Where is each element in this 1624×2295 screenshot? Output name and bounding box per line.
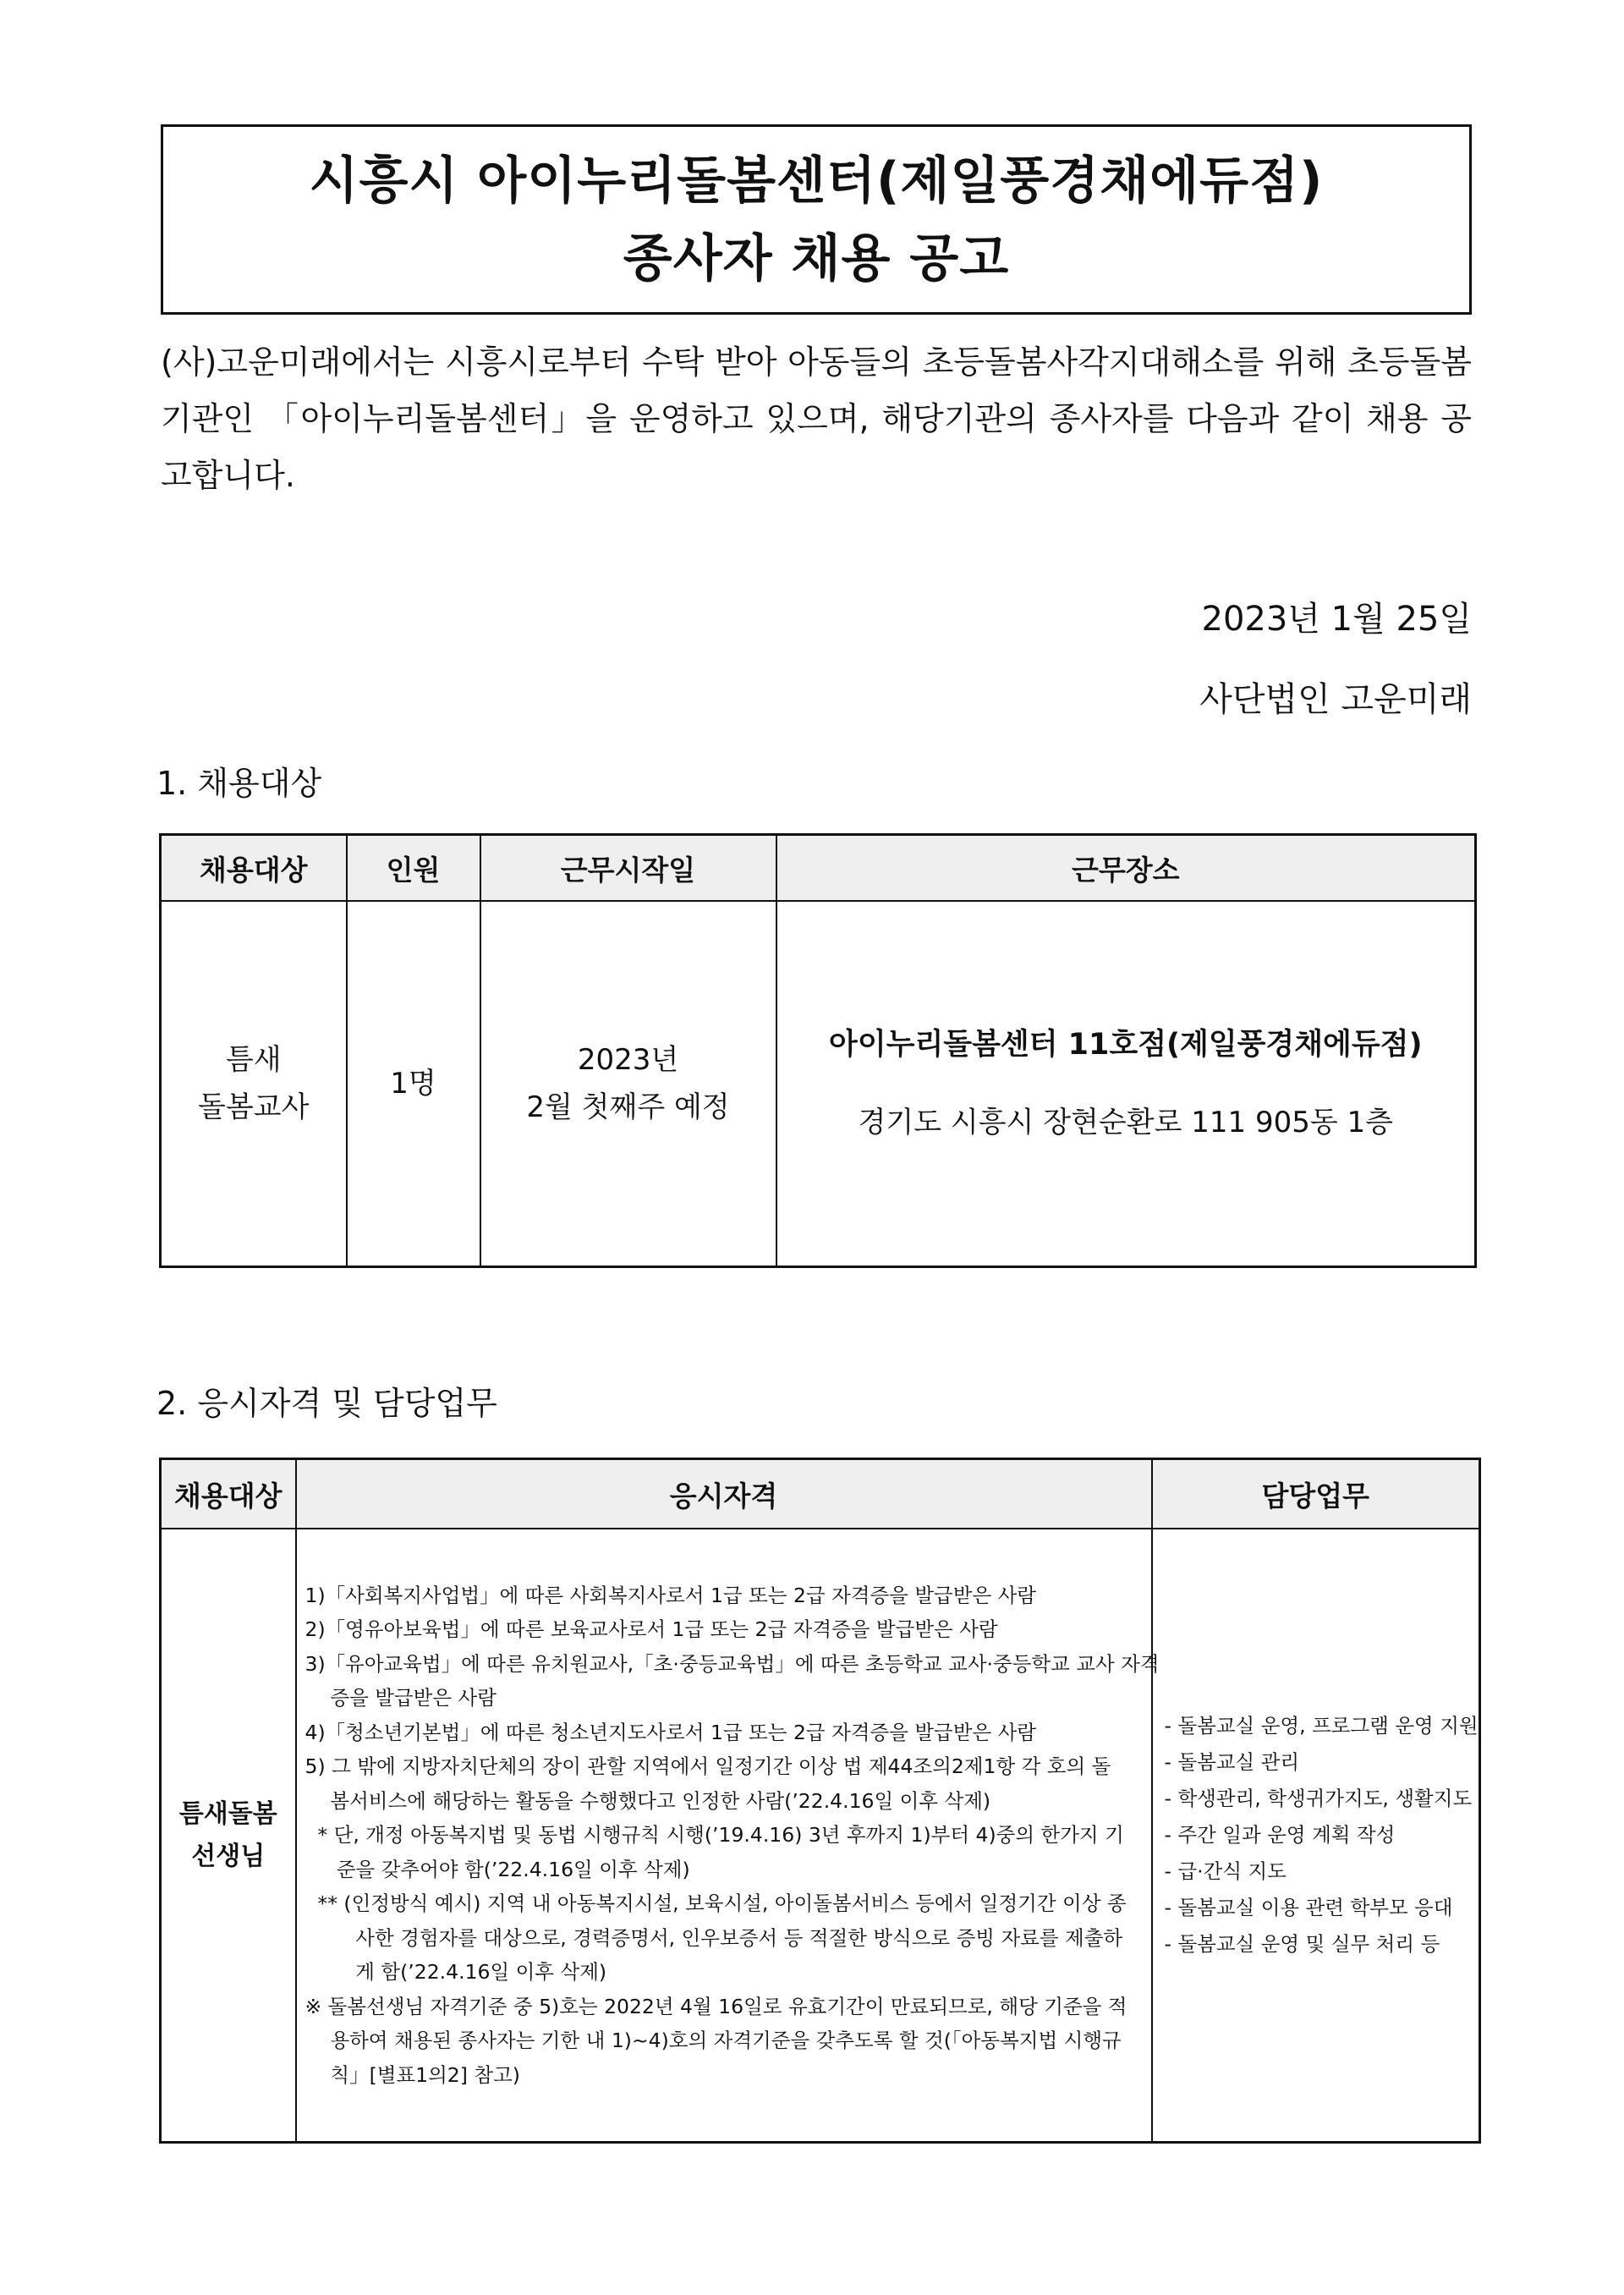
list-item: 사한 경험자를 대상으로, 경력증명서, 인우보증서 등 적절한 방식으로 증빙 자료를 제출하 (304, 1925, 1123, 1950)
header-target: 채용대상 (161, 835, 347, 902)
cell-duties (1152, 1529, 1480, 2143)
list-item: - 돌봄교실 이용 관련 학부모 응대 (1164, 1896, 1453, 1919)
cell-target: 틈새 돌봄교사 (161, 901, 347, 1267)
list-item: - 학생관리, 학생귀가지도, 생활지도 (1164, 1787, 1473, 1810)
list-item: - 돌봄교실 관리 (1164, 1750, 1300, 1774)
header-duties: 담당업무 (1152, 1459, 1480, 1529)
date-block (1199, 579, 1472, 740)
workplace-name: 아이누리돌봄센터 11호점(제일풍경채에듀점) (829, 1028, 1423, 1062)
table-row (161, 901, 1476, 1267)
list-item: 준을 갖추어야 함(’22.4.16일 이후 삭제) (304, 1857, 690, 1881)
header-count: 인원 (347, 835, 480, 902)
list-item: 봄서비스에 해당하는 활동을 수행했다고 인정한 사람(’22.4.16일 이후 삭제) (304, 1788, 991, 1813)
page-title: 시흥시 아이누리돌봄센터(제일풍경채에듀점) (309, 151, 1324, 211)
list-item: ** (인정방식 예시) 지역 내 아동복지시설, 보육시설, 아이돌봄서비스 등에서 일정기간 이상 종 (304, 1891, 1127, 1916)
cell-target: 틈새돌봄 선생님 (161, 1529, 296, 2143)
title-box (161, 124, 1472, 315)
duty-list (1153, 1708, 1479, 1963)
page-subtitle: 종사자 채용 공고 (623, 228, 1010, 288)
list-item: * 단, 개정 아동복지법 및 동법 시행규칙 시행(’19.4.16) 3년 후까지 1)부터 4)중의 한가지 기 (304, 1823, 1124, 1848)
recruitment-target-table (159, 833, 1477, 1268)
header-workplace: 근무장소 (776, 835, 1476, 902)
table-header-row (161, 1459, 1480, 1529)
header-qualification: 응시자격 (296, 1459, 1152, 1529)
announcement-date: 2023년 1월 25일 (1201, 600, 1472, 639)
cell-workplace (776, 901, 1476, 1267)
list-item: - 돌봄교실 운영, 프로그램 운영 지원 (1164, 1714, 1479, 1738)
header-start-date: 근무시작일 (480, 835, 776, 902)
intro-paragraph: (사)고운미래에서는 시흥시로부터 수탁 받아 아동들의 초등돌봄사각지대해소를 위해 초등돌봄기관인 「아이누리돌봄센터」을 운영하고 있으며, 해당기관의 종사자를 다음과 같이 채용 공고합니다. (161, 343, 1472, 494)
cell-qualifications (296, 1529, 1160, 2143)
cell-start-date: 2023년 2월 첫째주 예정 (480, 901, 776, 1267)
qualification-table (159, 1458, 1481, 2144)
cell-count: 1명 (347, 901, 480, 1267)
list-item: - 급·간식 지도 (1164, 1859, 1287, 1883)
list-item: 5) 그 밖에 지방자치단체의 장이 관할 지역에서 일정기간 이상 법 제44조의2제1항 각 호의 돌 (304, 1754, 1111, 1779)
list-item: 게 함(’22.4.16일 이후 삭제) (304, 1960, 607, 1985)
list-item: - 주간 일과 운영 계획 작성 (1164, 1823, 1396, 1847)
section1-title: 1. 채용대상 (156, 765, 322, 802)
section2-title: 2. 응시자격 및 담당업무 (156, 1385, 497, 1422)
header-target: 채용대상 (161, 1459, 296, 1529)
list-item: 1)「사회복지사업법」에 따른 사회복지사로서 1급 또는 2급 자격증을 발급받은 사람 (304, 1583, 1037, 1607)
list-item: - 돌봄교실 운영 및 실무 처리 등 (1164, 1932, 1440, 1956)
list-item: 칙」[별표1의2] 참고) (304, 2062, 520, 2087)
qualification-list (297, 1575, 1160, 2096)
table-header-row (161, 835, 1476, 902)
list-item: 2)「영유아보육법」에 따른 보육교사로서 1급 또는 2급 자격증을 발급받은 사람 (304, 1617, 998, 1642)
list-item: ※ 돌봄선생님 자격기준 중 5)호는 2022년 4월 16일로 유효기간이 만료되므로, 해당 기준을 적 (304, 1994, 1127, 2018)
organization-name: 사단법인 고운미래 (1199, 680, 1472, 719)
list-item: 증을 발급받은 사람 (304, 1686, 497, 1710)
list-item: 용하여 채용된 종사자는 기한 내 1)~4)호의 자격기준을 갖추도록 할 것(「아동복지법 시행규 (304, 2029, 1122, 2053)
list-item: 3)「유아교육법」에 따른 유치원교사,「초·중등교육법」에 따른 초등학교 교사·중등학교 교사 자격 (304, 1651, 1160, 1676)
workplace-address: 경기도 시흥시 장현순환로 111 905동 1층 (858, 1106, 1393, 1139)
table-row (161, 1529, 1480, 2143)
list-item: 4)「청소년기본법」에 따른 청소년지도사로서 1급 또는 2급 자격증을 발급받은 사람 (304, 1720, 1037, 1744)
